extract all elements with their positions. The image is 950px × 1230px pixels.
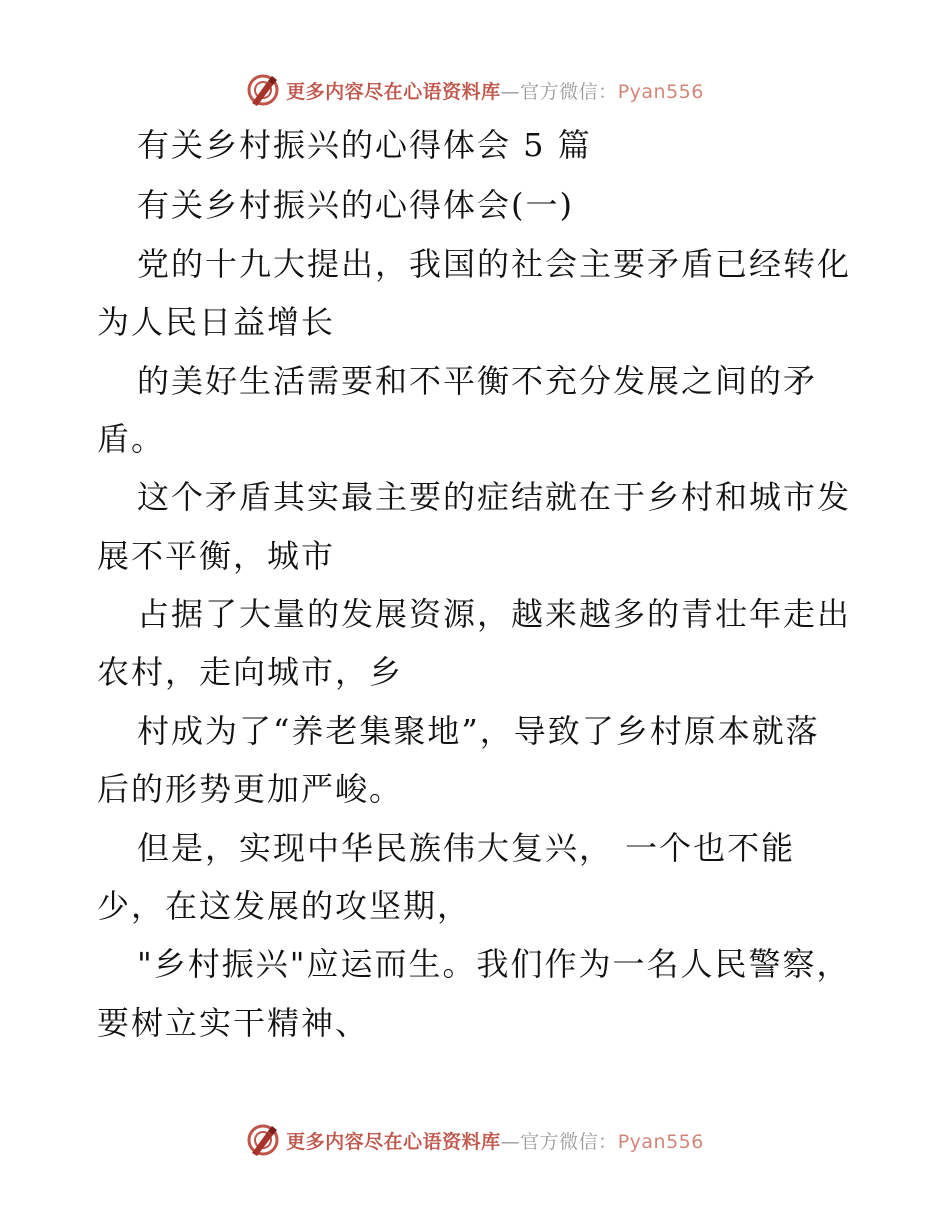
pen-logo-icon [246,1123,280,1157]
paragraph-line: 少，在这发展的攻坚期， [97,887,472,925]
document-title: 有关乡村振兴的心得体会 5 篇 [137,126,592,164]
paragraph-line: 村成为了“养老集聚地”，导致了乡村原本就落 [137,712,820,750]
watermark-dash: — [500,1130,521,1153]
paragraph-line: "乡村振兴"应运而生。我们作为一名人民警察， [137,945,851,983]
paragraph-line: 农村，走向城市，乡 [97,653,404,691]
paragraph-line: 占据了大量的发展资源，越来越多的青壮年走出 [137,595,852,633]
paragraph-line: 但是，实现中华民族伟大复兴， 一个也不能 [137,829,796,867]
paragraph-line: 盾。 [97,420,166,458]
watermark-label: 官方微信： [520,80,618,103]
bottom-watermark-banner [0,1120,950,1160]
watermark-text [286,77,704,104]
pen-logo-icon [246,73,280,107]
document-subtitle: 有关乡村振兴的心得体会(一) [137,186,574,224]
watermark-main: 更多内容尽在心语资料库 [286,1130,501,1153]
paragraph-line: 要树立实干精神、 [97,1004,370,1042]
watermark-wechat-id: Pyan556 [617,80,704,103]
watermark-wechat-id: Pyan556 [617,1130,704,1153]
paragraph-line: 后的形势更加严峻。 [97,770,404,808]
paragraph-line: 的美好生活需要和不平衡不充分发展之间的矛 [137,362,818,400]
watermark-text [286,1127,704,1154]
watermark-dash: — [500,80,521,103]
watermark-label: 官方微信： [520,1130,618,1153]
top-watermark-banner [0,70,950,110]
paragraph-line: 党的十九大提出，我国的社会主要矛盾已经转化 [137,245,852,283]
paragraph-line: 这个矛盾其实最主要的症结就在于乡村和城市发 [137,478,852,516]
paragraph-line: 展不平衡，城市 [97,537,336,575]
watermark-main: 更多内容尽在心语资料库 [286,80,501,103]
paragraph-line: 为人民日益增长 [97,303,336,341]
